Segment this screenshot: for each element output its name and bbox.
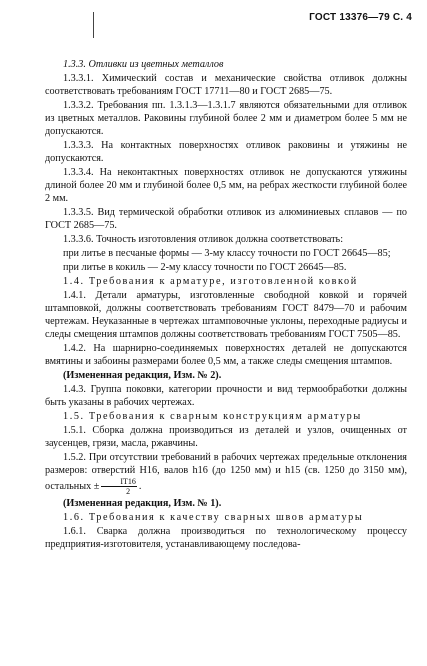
paragraph-1-4-3: 1.4.3. Группа поковки, категории прочности и вид термообработки должны быть указаны в рабочих чертежах. xyxy=(45,384,407,408)
section-heading-1-6: 1.6. Требования к качеству сварных швов арматуры xyxy=(63,512,364,523)
paragraph-1-3-3-4: 1.3.3.4. На неконтактных поверхностях отливок не допускаются утяжины длиной более 20 мм и глубиной более 0,5 мм, на ребрах жесткости глубиной более 2 мм. xyxy=(45,167,407,204)
amendment-note-1: (Измененная редакция, Изм. № 1). xyxy=(63,498,222,509)
paragraph-1-5-2-text: 1.5.2. При отсутствии требований в рабочих чертежах предельные отклонения размеров: отверстий H16, валов h16 (до 1250 мм) и h15 (св. 1250 до 3150 мм), остальных ± xyxy=(45,452,407,492)
section-heading-1-3-3: 1.3.3. Отливки из цветных металлов xyxy=(63,59,224,70)
document-body xyxy=(45,58,407,551)
paragraph-1-3-3-2: 1.3.3.2. Требования пп. 1.3.1.3—1.3.1.7 являются обязательными для отливок из цветных металлов. Раковины глубиной более 2 мм и диаметром более 5 мм не допускаются. xyxy=(45,100,407,137)
paragraph-1-4-1: 1.4.1. Детали арматуры, изготовленные свободной ковкой и горячей штамповкой, должны соответствовать требованиям ГОСТ 8479—70 и рабочим чертежам. Неуказанные в чертежах штамповочные уклоны, переходные радиусы и следы смещения штампов должны соответствовать требованиям ГОСТ 7505—85. xyxy=(45,290,407,340)
margin-mark xyxy=(93,12,94,38)
paragraph-chill-casting: при литье в кокиль — 2-му классу точности по ГОСТ 26645—85. xyxy=(63,262,347,273)
paragraph-1-6-1: 1.6.1. Сварка должна производиться по технологическому процессу предприятия-изготовителя, устанавливающему последова- xyxy=(45,526,407,550)
paragraph-1-3-3-3: 1.3.3.3. На контактных поверхностях отливок раковины и утяжины не допускаются. xyxy=(45,140,407,164)
paragraph-1-5-1: 1.5.1. Сборка должна производиться из деталей и узлов, очищенных от заусенцев, грязи, масла, ржавчины. xyxy=(45,425,407,449)
fraction-denominator: 2 xyxy=(126,487,131,496)
paragraph-1-3-3-5: 1.3.3.5. Вид термической обработки отливок из алюминиевых сплавов — по ГОСТ 2685—75. xyxy=(45,207,407,231)
fraction-suffix: . xyxy=(138,480,142,492)
paragraph-sand-casting: при литье в песчаные формы — 3-му классу точности по ГОСТ 26645—85; xyxy=(63,248,391,259)
section-heading-1-4: 1.4. Требования к арматуре, изготовленной ковкой xyxy=(63,276,358,287)
section-heading-1-5: 1.5. Требования к сварным конструкциям арматуры xyxy=(63,411,362,422)
paragraph-1-4-2: 1.4.2. На шарнирно-соединяемых поверхностях деталей не допускаются вмятины и забоины размерами более 0,5 мм, а также следы смещения штампов. xyxy=(45,343,407,367)
amendment-note-2: (Измененная редакция, Изм. № 2). xyxy=(63,370,222,381)
paragraph-1-3-3-6: 1.3.3.6. Точность изготовления отливок должна соответствовать: xyxy=(63,234,344,245)
page-header: ГОСТ 13376—79 С. 4 xyxy=(309,12,412,23)
paragraph-1-5-2 xyxy=(45,451,407,496)
tolerance-fraction xyxy=(101,477,137,496)
paragraph-1-3-3-1: 1.3.3.1. Химический состав и механические свойства отливок должны соответствовать требованиям ГОСТ 17711—80 и ГОСТ 2685—75. xyxy=(45,73,407,97)
fraction-numerator: IT16 xyxy=(101,477,137,487)
